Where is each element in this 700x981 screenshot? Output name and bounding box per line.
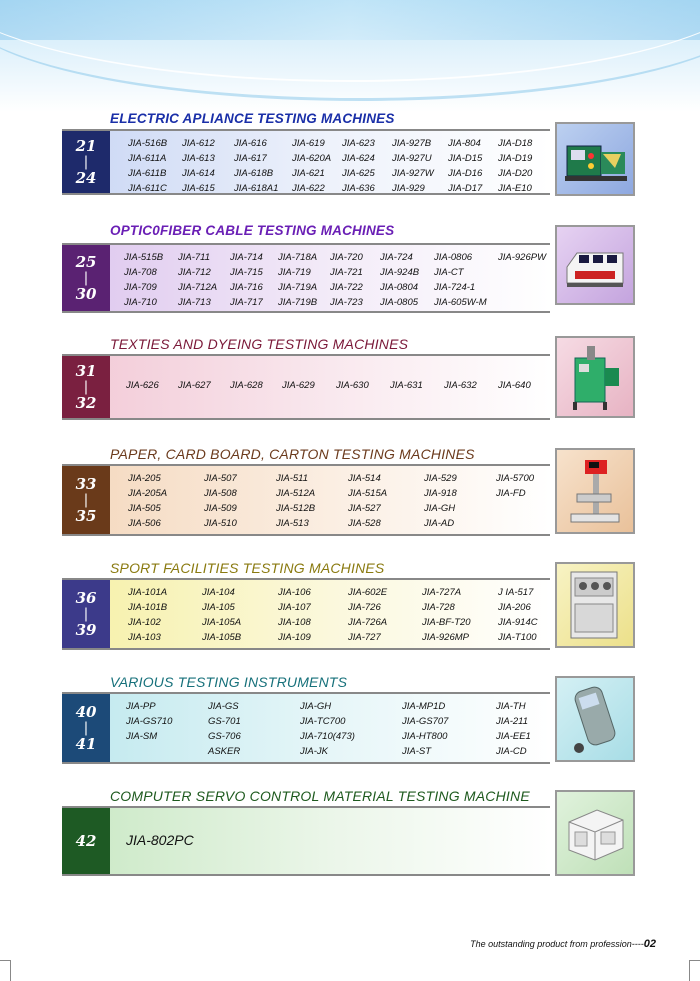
section-title: OPTIC0FIBER CABLE TESTING MACHINES (110, 223, 395, 238)
model-column: JIA-106 JIA-107 JIA-108 JIA-109 (278, 587, 311, 643)
model-item: JIA-627 (178, 380, 211, 391)
page-range: 42 (62, 808, 110, 874)
handheld-meter-icon (555, 676, 635, 762)
page-range: 21 | 24 (62, 131, 110, 193)
section-box (62, 464, 550, 536)
model-column: JIA-GH JIA-TC700 JIA-710(473) JIA-JK (300, 701, 355, 757)
page-footer (470, 938, 656, 950)
section-box (62, 578, 550, 650)
model-column: JIA-720 JIA-721 JIA-722 JIA-723 (330, 252, 363, 308)
model-column: J IA-517 JIA-206 JIA-914C JIA-T100 (498, 587, 538, 643)
model-column: JIA-927B JIA-927U JIA-927W JIA-929 (392, 138, 434, 194)
model-column: JIA-529 JIA-918 JIA-GH JIA-AD (424, 473, 457, 529)
model-item: JIA-632 (444, 380, 477, 391)
crop-mark (689, 960, 690, 981)
page-range: 36 | 39 (62, 580, 110, 648)
model-column: JIA-516B JIA-611A JIA-611B JIA-611C (128, 138, 168, 194)
model-column: JIA-104 JIA-105 JIA-105A JIA-105B (202, 587, 242, 643)
model-column: JIA-D18 JIA-D19 JIA-D20 JIA-E10 (498, 138, 533, 194)
model-column: JIA-5700 JIA-FD (496, 473, 535, 499)
section-title: ELECTRIC APLIANCE TESTING MACHINES (110, 111, 395, 126)
page-range: 25 | 30 (62, 245, 110, 311)
model-column: JIA-602E JIA-726 JIA-726A JIA-727 (348, 587, 388, 643)
model-column: JIA-616 JIA-617 JIA-618B JIA-618A1 (234, 138, 279, 194)
model-column: JIA-101A JIA-101B JIA-102 JIA-103 (128, 587, 168, 643)
model-column: JIA-TH JIA-211 JIA-EE1 JIA-CD (496, 701, 531, 757)
section-sport-facilities (62, 560, 550, 652)
section-box (62, 129, 550, 195)
page-range: 40 | 41 (62, 694, 110, 762)
sport-tester-icon (555, 562, 635, 648)
crop-mark (10, 960, 11, 981)
section-box (62, 692, 550, 764)
model-item: JIA-629 (282, 380, 315, 391)
page-range: 33 | 35 (62, 466, 110, 534)
model-column: JIA-507 JIA-508 JIA-509 JIA-510 (204, 473, 237, 529)
section-title: VARIOUS TESTING INSTRUMENTS (110, 674, 348, 690)
model-column: JIA-926PW (498, 252, 547, 263)
model-item: JIA-640 (498, 380, 531, 391)
page-range: 31 | 32 (62, 356, 110, 418)
model-column: JIA-0806 JIA-CT JIA-724-1 JIA-605W-M (434, 252, 487, 308)
paper-tester-icon (555, 448, 635, 534)
model-item: JIA-628 (230, 380, 263, 391)
model-column: JIA-804 JIA-D15 JIA-D16 JIA-D17 (448, 138, 483, 194)
model-item: JIA-626 (126, 380, 159, 391)
crop-mark (690, 960, 700, 961)
crop-mark (0, 960, 10, 961)
section-title: COMPUTER SERVO CONTROL MATERIAL TESTING MACHINE (110, 788, 530, 804)
section-box (62, 243, 550, 313)
electrical-tester-icon (555, 122, 635, 196)
section-servo-control (62, 788, 550, 876)
section-box (62, 354, 550, 420)
model-column: JIA-MP1D JIA-GS707 JIA-HT800 JIA-ST (402, 701, 449, 757)
model-item: JIA-630 (336, 380, 369, 391)
section-title: TEXTIES AND DYEING TESTING MACHINES (110, 336, 409, 352)
model-column: JIA-511 JIA-512A JIA-512B JIA-513 (276, 473, 316, 529)
model-column: JIA-619 JIA-620A JIA-621 JIA-622 (292, 138, 332, 194)
model-column: JIA-PP JIA-GS710 JIA-SM (126, 701, 173, 742)
model-column: JIA-205 JIA-205A JIA-505 JIA-506 (128, 473, 168, 529)
model-item: JIA-631 (390, 380, 423, 391)
page-number: 02 (643, 938, 656, 950)
model-column: JIA-711 JIA-712 JIA-712A JIA-713 (178, 252, 218, 308)
model-column: JIA-515B JIA-708 JIA-709 JIA-710 (124, 252, 164, 308)
fiber-tester-icon (555, 225, 635, 305)
section-various-instruments (62, 674, 550, 766)
header-decoration (0, 0, 700, 112)
section-textiles-dyeing (62, 336, 550, 420)
section-optic-fiber (62, 223, 550, 313)
model-column: JIA-612 JIA-613 JIA-614 JIA-615 (182, 138, 215, 194)
section-paper-carton (62, 446, 550, 538)
model-column: JIA-623 JIA-624 JIA-625 JIA-636 (342, 138, 375, 194)
model-column: JIA-514 JIA-515A JIA-527 JIA-528 (348, 473, 388, 529)
textile-tester-icon (555, 336, 635, 418)
section-title: SPORT FACILITIES TESTING MACHINES (110, 560, 385, 576)
model-column: JIA-724 JIA-924B JIA-0804 JIA-0805 (380, 252, 420, 308)
section-electric-appliance (62, 111, 550, 193)
model-column: JIA-714 JIA-715 JIA-716 JIA-717 (230, 252, 263, 308)
model-item: JIA-802PC (126, 832, 194, 848)
model-column: JIA-GS GS-701 GS-706 ASKER (208, 701, 241, 757)
section-title: PAPER, CARD BOARD, CARTON TESTING MACHINES (110, 446, 475, 462)
servo-machine-icon (555, 790, 635, 876)
section-box (62, 806, 550, 876)
model-column: JIA-727A JIA-728 JIA-BF-T20 JIA-926MP (422, 587, 471, 643)
model-column: JIA-718A JIA-719 JIA-719A JIA-719B (278, 252, 318, 308)
footer-text: The outstanding product from profession---- (470, 939, 644, 949)
